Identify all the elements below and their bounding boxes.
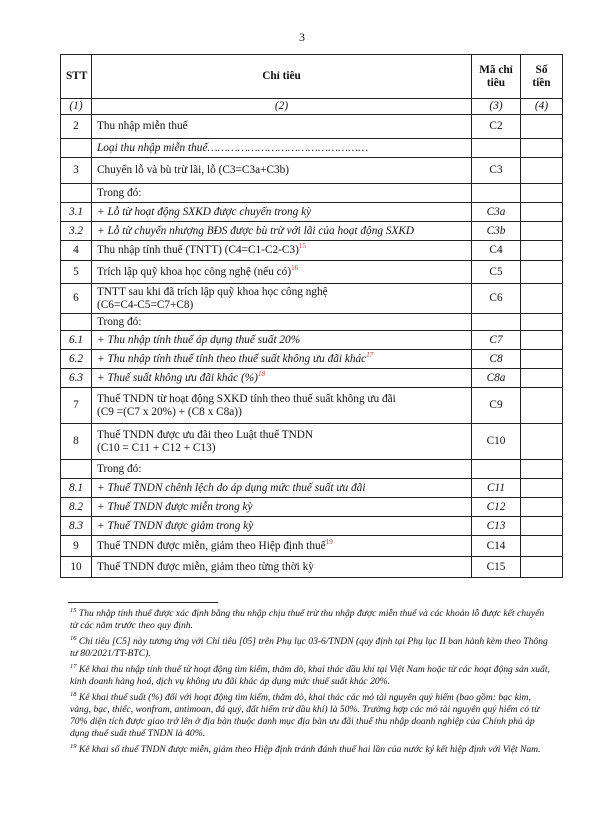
table-row	[61, 424, 563, 460]
row-code: C14	[472, 536, 521, 557]
row-criteria-text: + Thuế TNDN được giảm trong kỳ	[97, 519, 254, 532]
row-criteria	[92, 350, 472, 369]
table-row	[61, 331, 563, 350]
table-row	[61, 241, 563, 261]
row-code	[472, 139, 521, 158]
row-criteria-text: + Thuế TNDN được miễn trong kỳ	[97, 500, 253, 513]
row-stt: 3	[61, 158, 92, 184]
row-amount	[521, 460, 563, 479]
footnote	[70, 744, 550, 756]
table-row	[61, 350, 563, 369]
row-criteria	[92, 158, 472, 184]
row-code: C8	[472, 350, 521, 369]
row-criteria-text: + Thu nhập tính thuế áp dụng thuế suất 20%	[97, 333, 301, 346]
table-row	[61, 517, 563, 536]
row-stt: 6.1	[61, 331, 92, 350]
page-number: 3	[299, 30, 305, 44]
row-stt	[61, 184, 92, 203]
tax-criteria-table	[60, 54, 563, 578]
row-criteria	[92, 424, 472, 460]
footnote	[70, 664, 550, 688]
row-amount	[521, 241, 563, 261]
row-criteria-formula: (C10 = C11 + C12 + C13)	[97, 441, 216, 454]
row-criteria-text: + Thuế TNDN chênh lệch do áp dụng mức thuế suất ưu đãi	[97, 481, 366, 494]
row-stt	[61, 139, 92, 158]
row-criteria-text: Trong đó:	[97, 462, 142, 475]
row-criteria-text: Chuyển lỗ và bù trừ lãi, lỗ (C3=C3a+C3b)	[97, 164, 290, 176]
row-stt: 10	[61, 557, 92, 578]
row-code	[472, 184, 521, 203]
row-stt	[61, 314, 92, 331]
table-row	[61, 284, 563, 314]
row-amount	[521, 369, 563, 388]
row-criteria-text: Trích lập quỹ khoa học công nghệ (nếu có)	[97, 265, 292, 278]
row-criteria	[92, 557, 472, 578]
table-row	[61, 314, 563, 331]
footnote-number: 16	[70, 634, 77, 642]
row-criteria	[92, 222, 472, 241]
row-criteria-text: + Lỗ từ chuyển nhượng BĐS được bù trừ với lãi của hoạt động SXKD	[97, 224, 415, 237]
row-stt	[61, 460, 92, 479]
row-amount	[521, 331, 563, 350]
footnote	[70, 608, 550, 632]
footnote-ref: 19	[325, 537, 333, 546]
row-amount	[521, 222, 563, 241]
row-criteria-formula: (C6=C4-C5=C7+C8)	[97, 298, 194, 311]
row-stt: 6.2	[61, 350, 92, 369]
footnote-text: Kê khai thuế suất (%) đối với hoạt động tìm kiếm, thăm dò, khai thác các mỏ tài nguyên quý hiếm (bao gồm: bạc kim, vàng, bạc, thiếc, wonfram, antimoan, đá quý, đất hiếm trừ dầu khí) là 50%. Trường hợp các mỏ tài nguyên quý hiếm có từ 70% diện tích được giao trở lên ở địa bàn thuộc danh mục địa bàn ưu đãi thuế thu nhập doanh nghiệp của Chính phủ áp dụng thuế suất thuế TNDN là 40%.	[70, 692, 540, 739]
index-c3: (3)	[472, 99, 521, 115]
footnote-ref: 18	[257, 369, 265, 378]
row-code	[472, 314, 521, 331]
row-criteria	[92, 331, 472, 350]
row-criteria	[92, 203, 472, 222]
table-row	[61, 261, 563, 284]
footnote-ref: 15	[298, 242, 306, 251]
row-code: C10	[472, 424, 521, 460]
index-c4: (4)	[521, 99, 563, 115]
row-criteria	[92, 517, 472, 536]
footnote-ref: 16	[291, 263, 299, 272]
footnote-number: 17	[70, 662, 77, 670]
row-stt: 8.2	[61, 498, 92, 517]
footnote-text: Kê khai thu nhập tính thuế từ hoạt động tìm kiếm, thăm dò, khai thác dầu khí tại Việt Nam hoặc từ các hoạt động sản xuất, kinh doanh hàng hoá, dịch vụ không ưu đãi khác áp dụng mức thuế suất khác 20%.	[70, 664, 550, 687]
footnote-ref: 17	[366, 350, 374, 359]
row-code: C2	[472, 115, 521, 139]
row-code: C8a	[472, 369, 521, 388]
row-criteria	[92, 261, 472, 284]
row-code: C3	[472, 158, 521, 184]
row-amount	[521, 261, 563, 284]
row-criteria	[92, 460, 472, 479]
row-stt: 2	[61, 115, 92, 139]
row-code: C11	[472, 479, 521, 498]
table-row	[61, 498, 563, 517]
row-amount	[521, 203, 563, 222]
index-c2: (2)	[92, 99, 472, 115]
row-code: C13	[472, 517, 521, 536]
row-amount	[521, 350, 563, 369]
footnote-text: Chỉ tiêu [C5] này tương ứng với Chỉ tiêu [05] trên Phụ lục 03-6/TNDN (quy định tại Phụ lục II ban hành kèm theo Thông tư 80/2021/TT-BTC).	[70, 636, 548, 659]
row-stt: 5	[61, 261, 92, 284]
row-criteria	[92, 369, 472, 388]
row-criteria	[92, 241, 472, 261]
row-amount	[521, 557, 563, 578]
row-criteria-text: Thuế TNDN được miễn, giảm theo từng thời kỳ	[97, 560, 314, 573]
row-stt: 9	[61, 536, 92, 557]
row-amount	[521, 284, 563, 314]
index-row	[61, 99, 563, 115]
row-stt: 4	[61, 241, 92, 261]
footnote-text: Thu nhập tính thuế được xác định bằng thu nhập chịu thuế trừ thu nhập được miễn thuế và các khoản lỗ được kết chuyển từ các năm trước theo quy định.	[70, 608, 545, 631]
row-stt: 3.1	[61, 203, 92, 222]
table-row	[61, 479, 563, 498]
footnote-number: 18	[70, 690, 77, 698]
row-criteria-text: Trong đó:	[97, 315, 142, 328]
row-code: C3b	[472, 222, 521, 241]
row-criteria-text: Thu nhập tính thuế (TNTT) (C4=C1-C2-C3)	[97, 244, 299, 256]
row-stt: 8.1	[61, 479, 92, 498]
row-code: C4	[472, 241, 521, 261]
table-row	[61, 115, 563, 139]
row-amount	[521, 314, 563, 331]
row-amount	[521, 139, 563, 158]
row-code: C5	[472, 261, 521, 284]
row-criteria	[92, 536, 472, 557]
row-stt: 8	[61, 424, 92, 460]
row-amount	[521, 517, 563, 536]
row-criteria-text: + Thuế suất không ưu đãi khác (%)	[97, 371, 258, 384]
row-code: C12	[472, 498, 521, 517]
footnote-text: Kê khai số thuế TNDN được miễn, giảm theo Hiệp định tránh đánh thuế hai lần của nước ký kết hiệp định với Việt Nam.	[78, 744, 541, 755]
row-code: C6	[472, 284, 521, 314]
table-row	[61, 460, 563, 479]
header-criteria: Chỉ tiêu	[92, 55, 472, 99]
row-criteria	[92, 479, 472, 498]
row-stt: 8.3	[61, 517, 92, 536]
row-criteria	[92, 139, 472, 158]
row-criteria-text: Thuế TNDN từ hoạt động SXKD tính theo thuế suất không ưu đãi	[97, 392, 396, 405]
row-criteria-text: TNTT sau khi đã trích lập quỹ khoa học công nghệ	[97, 285, 328, 298]
row-criteria-text: + Lỗ từ hoạt động SXKD được chuyển trong kỳ	[97, 205, 312, 218]
row-amount	[521, 536, 563, 557]
row-criteria-text: Loại thu nhập miễn thuế…………………………………………	[97, 141, 369, 154]
row-stt: 6.3	[61, 369, 92, 388]
row-criteria-formula: (C9 =(C7 x 20%) + (C8 x C8a))	[97, 405, 242, 418]
row-criteria-text: + Thu nhập tính thuế tính theo thuế suất không ưu đãi khác	[97, 352, 367, 365]
row-criteria-text: Thuế TNDN được ưu đãi theo Luật thuế TNDN	[97, 428, 314, 441]
table-row	[61, 222, 563, 241]
header-amount: Số tiền	[521, 55, 563, 99]
row-code: C9	[472, 388, 521, 424]
header-stt: STT	[61, 55, 92, 99]
row-amount	[521, 424, 563, 460]
footnotes	[70, 608, 550, 760]
row-amount	[521, 158, 563, 184]
row-criteria	[92, 184, 472, 203]
row-code: C15	[472, 557, 521, 578]
header-row	[61, 55, 563, 99]
table-row	[61, 158, 563, 184]
row-amount	[521, 388, 563, 424]
row-amount	[521, 498, 563, 517]
row-code: C3a	[472, 203, 521, 222]
table-row	[61, 557, 563, 578]
header-code: Mã chỉ tiêu	[472, 55, 521, 99]
row-stt: 6	[61, 284, 92, 314]
table-row	[61, 369, 563, 388]
row-criteria-text: Thuế TNDN được miễn, giảm theo Hiệp định thuế	[97, 539, 326, 552]
row-criteria-text: Thu nhập miễn thuế	[97, 120, 188, 132]
footnote	[70, 636, 550, 660]
table-row	[61, 184, 563, 203]
table-row	[61, 536, 563, 557]
row-criteria	[92, 115, 472, 139]
row-amount	[521, 184, 563, 203]
row-amount	[521, 115, 563, 139]
footnote	[70, 692, 550, 740]
table-row	[61, 388, 563, 424]
row-criteria	[92, 388, 472, 424]
row-stt: 7	[61, 388, 92, 424]
index-c1: (1)	[61, 99, 92, 115]
row-criteria	[92, 498, 472, 517]
row-stt: 3.2	[61, 222, 92, 241]
footnote-separator	[68, 602, 218, 603]
row-code	[472, 460, 521, 479]
table-row	[61, 139, 563, 158]
row-criteria	[92, 314, 472, 331]
row-criteria-text: Trong đó:	[97, 186, 142, 199]
row-code: C7	[472, 331, 521, 350]
row-criteria	[92, 284, 472, 314]
table-row	[61, 203, 563, 222]
footnote-number: 19	[70, 742, 77, 750]
row-amount	[521, 479, 563, 498]
footnote-number: 15	[70, 606, 77, 614]
